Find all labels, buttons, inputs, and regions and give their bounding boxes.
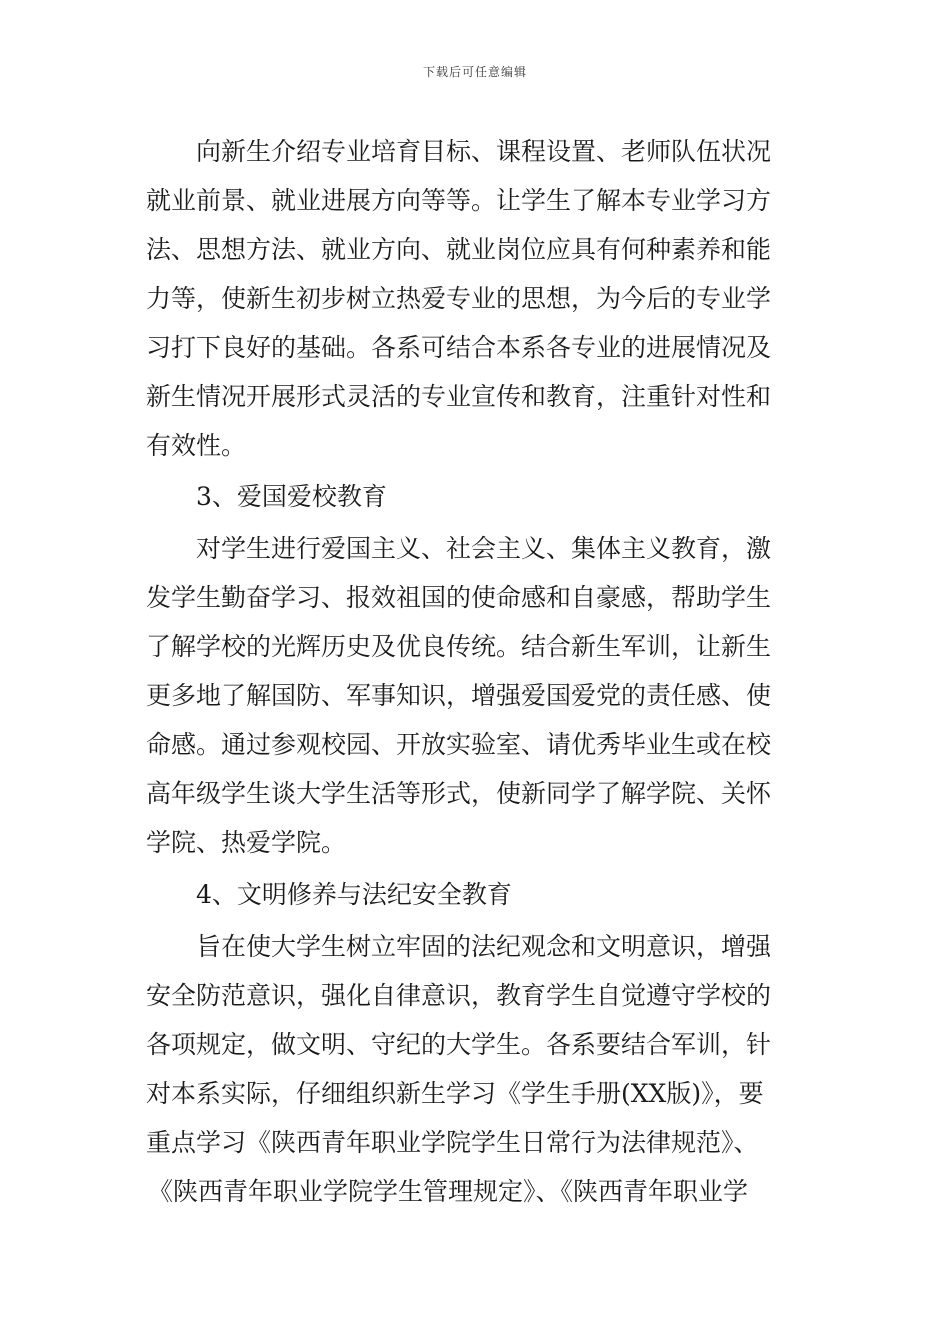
body-line: 《陕西青年职业学院学生管理规定》、《陕西青年职业学 [148,1177,749,1206]
body-line: 命感。通过参观校园、开放实验室、请优秀毕业生或在校 [146,730,772,759]
body-line: 法、思想方法、就业方向、就业岗位应具有何种素养和能 [146,235,772,264]
section-heading: 4、文明修养与法纪安全教育 [196,880,512,909]
body-line: 力等，使新生初步树立热爱专业的思想，为今后的专业学 [146,284,772,313]
body-line: 更多地了解国防、军事知识，增强爱国爱党的责任感、使 [146,681,772,710]
body-line: 各项规定，做文明、守纪的大学生。各系要结合军训，针 [146,1030,772,1059]
body-line: 高年级学生谈大学生活等形式，使新同学了解学院、关怀 [146,779,772,808]
body-line: 对学生进行爱国主义、社会主义、集体主义教育，激 [196,534,772,563]
body-line: 了解学校的光辉历史及优良传统。结合新生军训，让新生 [146,632,772,661]
body-line: 安全防范意识，强化自律意识，教育学生自觉遵守学校的 [146,981,772,1010]
body-line: 对本系实际，仔细组织新生学习《学生手册(XX版)》，要 [146,1079,764,1108]
body-line: 有效性。 [146,431,247,460]
body-line: 就业前景、就业进展方向等等。让学生了解本专业学习方 [146,186,772,215]
body-line: 学院、热爱学院。 [146,828,347,857]
body-line: 习打下良好的基础。各系可结合本系各专业的进展情况及 [146,333,772,362]
body-line: 新生情况开展形式灵活的专业宣传和教育，注重针对性和 [146,382,772,411]
page-header-note: 下载后可任意编辑 [422,65,527,79]
body-line: 旨在使大学生树立牢固的法纪观念和文明意识，增强 [196,932,772,961]
body-line: 发学生勤奋学习、报效祖国的使命感和自豪感，帮助学生 [146,583,772,612]
section-heading: 3、爱国爱校教育 [196,482,387,511]
body-line: 向新生介绍专业培育目标、课程设置、老师队伍状况 [196,137,772,166]
body-line: 重点学习《陕西青年职业学院学生日常行为法律规范》、 [146,1128,759,1157]
